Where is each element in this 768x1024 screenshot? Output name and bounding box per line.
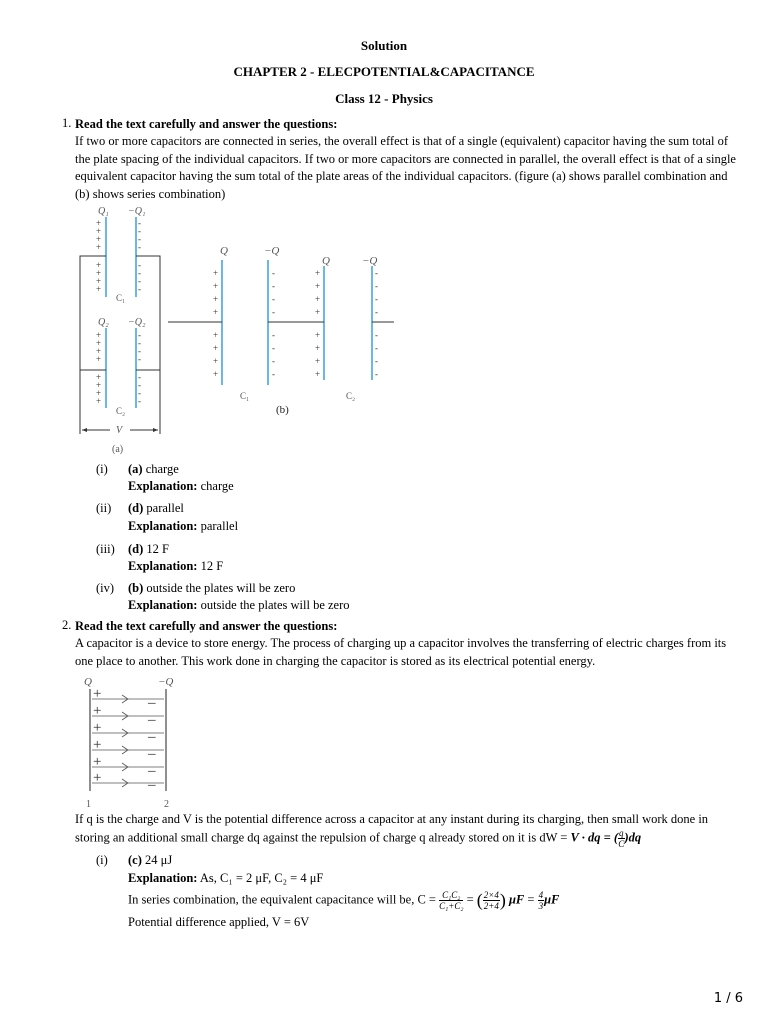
svg-text:+: + bbox=[96, 354, 102, 364]
svg-text:-: - bbox=[375, 343, 378, 353]
q1-sub-iii-answer-text: 12 F bbox=[146, 542, 169, 556]
q2-unit-1: μF bbox=[508, 892, 525, 907]
svg-text:+: + bbox=[315, 330, 321, 340]
q2-formula-dw-end: )dq bbox=[624, 830, 642, 845]
q1-heading: Read the text carefully and answer the questions: bbox=[75, 117, 338, 131]
q1-sub-iv-explanation bbox=[128, 598, 350, 613]
q1-sub-iv-expl-label: Explanation: bbox=[128, 598, 198, 612]
svg-text:+: + bbox=[315, 268, 321, 278]
svg-text:+: + bbox=[213, 294, 219, 304]
q2-sub-i-series-line bbox=[128, 890, 559, 911]
q1-sub-i-answer-text: charge bbox=[145, 462, 179, 476]
svg-text:+: + bbox=[96, 346, 102, 356]
q1-sub-iii-answer bbox=[128, 542, 169, 557]
svg-text:-: - bbox=[375, 307, 378, 317]
svg-text:+: + bbox=[93, 770, 102, 786]
svg-text:–: – bbox=[148, 746, 156, 762]
q2-sub-i-choice: (c) bbox=[128, 853, 142, 867]
svg-text:+: + bbox=[315, 369, 321, 379]
svg-text:+: + bbox=[93, 754, 102, 770]
fig-a-negq1-label: −Q₁ bbox=[128, 206, 146, 217]
svg-text:-: - bbox=[138, 268, 141, 278]
svg-text:-: - bbox=[272, 343, 275, 353]
svg-text:+: + bbox=[96, 242, 102, 252]
fig-b-caption: (b) bbox=[276, 404, 289, 416]
q2-formula-dw: V · dq = ( bbox=[570, 830, 619, 845]
svg-text:+: + bbox=[96, 380, 102, 390]
chapter-title: CHAPTER 2 - ELECPOTENTIAL&CAPACITANCE bbox=[233, 64, 535, 79]
svg-text:-: - bbox=[138, 388, 141, 398]
svg-text:-: - bbox=[138, 380, 141, 390]
svg-text:-: - bbox=[272, 369, 275, 379]
q2-number: 2. bbox=[62, 618, 72, 632]
q1-sub-iii-num: (iii) bbox=[96, 542, 115, 556]
svg-text:-: - bbox=[375, 281, 378, 291]
q2-paren-close: ) bbox=[499, 890, 506, 910]
q2-formula-frac-den: C bbox=[618, 839, 625, 849]
svg-text:-: - bbox=[272, 356, 275, 366]
svg-text:+: + bbox=[96, 372, 102, 382]
q2-eq-2: = bbox=[527, 892, 535, 907]
svg-text:+: + bbox=[315, 294, 321, 304]
fig-b-c2-label: C₂ bbox=[346, 391, 356, 401]
svg-text:-: - bbox=[138, 354, 141, 364]
svg-text:+: + bbox=[213, 343, 219, 353]
q2-sub-i-explanation bbox=[128, 871, 323, 886]
q2-heading: Read the text carefully and answer the questions: bbox=[75, 619, 338, 633]
q1-number: 1. bbox=[62, 116, 72, 130]
class-line: Class 12 - Physics bbox=[335, 91, 433, 106]
svg-text:+: + bbox=[96, 276, 102, 286]
q2-body2-line1: If q is the charge and V is the potential difference across a capacitor at any instant during its charging, then small work done in bbox=[75, 812, 709, 826]
svg-text:-: - bbox=[272, 294, 275, 304]
q1-capacitor-figure bbox=[72, 202, 402, 460]
svg-text:-: - bbox=[138, 242, 141, 252]
q2-body: A capacitor is a device to store energy. The process of charging up a capacitor involves the transferring of electric charges from its one place to another. This work done in charging the capacitor is stored as its electrical potential energy. bbox=[75, 636, 727, 668]
svg-text:+: + bbox=[96, 330, 102, 340]
svg-text:–: – bbox=[148, 763, 156, 779]
fig-a-v-label: V bbox=[116, 425, 123, 436]
q1-sub-i-expl-text: charge bbox=[200, 479, 234, 493]
q1-sub-ii-num: (ii) bbox=[96, 501, 112, 515]
svg-text:+: + bbox=[96, 234, 102, 244]
svg-text:+: + bbox=[93, 737, 102, 753]
q2-body2-line2-text: storing an additional small charge dq against the repulsion of charge q already stored on it is dW = bbox=[75, 830, 571, 845]
q1-sub-iii-expl-label: Explanation: bbox=[128, 559, 198, 573]
q1-sub-i-choice: (a) bbox=[128, 462, 143, 476]
svg-text:+: + bbox=[93, 720, 102, 736]
q1-sub-iii-choice: (d) bbox=[128, 542, 144, 556]
svg-text:-: - bbox=[272, 281, 275, 291]
svg-text:+: + bbox=[315, 356, 321, 366]
svg-text:–: – bbox=[148, 729, 156, 745]
svg-text:+: + bbox=[96, 260, 102, 270]
q1-sub-iv-answer bbox=[128, 581, 295, 596]
svg-text:+: + bbox=[96, 268, 102, 278]
q1-sub-ii-answer-text: parallel bbox=[146, 501, 184, 515]
q2-sub-i-num: (i) bbox=[96, 853, 108, 867]
svg-text:+: + bbox=[96, 226, 102, 236]
svg-text:-: - bbox=[138, 234, 141, 244]
q1-sub-i-expl-label: Explanation: bbox=[128, 479, 198, 493]
svg-text:-: - bbox=[138, 260, 141, 270]
q1-sub-iii-explanation bbox=[128, 559, 223, 574]
q1-sub-ii-expl-label: Explanation: bbox=[128, 519, 198, 533]
svg-text:-: - bbox=[272, 330, 275, 340]
svg-text:+: + bbox=[315, 343, 321, 353]
svg-text:-: - bbox=[375, 294, 378, 304]
q2-frac-c bbox=[439, 890, 463, 911]
q1-body: If two or more capacitors are connected in series, the overall effect is that of a single (equivalent) capacitor having the sum total of the plate spacing of the individual capacitors. If two or more capacitors are connected in parallel, the overall effect is that of a single equivalent capacitor having the sum total of the plate areas of the individual capacitors. (figure (a) shows parallel combination and (b) shows series combination) bbox=[75, 134, 736, 201]
svg-text:-: - bbox=[375, 268, 378, 278]
svg-text:–: – bbox=[148, 695, 156, 711]
q2-sub-i-expl-label: Explanation: bbox=[128, 871, 198, 885]
fig-a-q2-label: Q₂ bbox=[98, 317, 109, 328]
fig-a-q1-label: Q₁ bbox=[98, 206, 109, 217]
q2-sub-i-line2-prefix: In series combination, the equivalent capacitance will be, C = bbox=[128, 892, 440, 907]
q2-frac-num-top: 2×4 bbox=[483, 890, 499, 900]
fig-b-c1-label: C₁ bbox=[240, 391, 250, 401]
fig-b-negq-label-1: −Q bbox=[264, 245, 280, 257]
svg-text:-: - bbox=[375, 369, 378, 379]
q1-sub-iv-num: (iv) bbox=[96, 581, 115, 595]
q2-fig-label-2: 2 bbox=[164, 799, 169, 810]
svg-text:+: + bbox=[96, 396, 102, 406]
svg-text:+: + bbox=[213, 369, 219, 379]
svg-text:-: - bbox=[138, 226, 141, 236]
fig-a-negq2-label: −Q₂ bbox=[128, 317, 146, 328]
q2-frac-num-bottom: 2+4 bbox=[483, 901, 499, 911]
svg-text:+: + bbox=[96, 284, 102, 294]
svg-text:–: – bbox=[148, 777, 156, 793]
svg-text:–: – bbox=[148, 712, 156, 728]
q2-sub-i-answer-text: 24 μJ bbox=[145, 853, 173, 867]
fig-a-c1-label: C₁ bbox=[116, 293, 126, 303]
q2-frac-result-num: 4 bbox=[538, 890, 544, 900]
q1-sub-i-num: (i) bbox=[96, 462, 108, 476]
q2-frac-result-den: 3 bbox=[538, 901, 544, 911]
q2-capacitor-figure bbox=[80, 673, 190, 811]
page-number: 1 / 6 bbox=[713, 991, 743, 1006]
svg-text:-: - bbox=[138, 218, 141, 228]
svg-text:+: + bbox=[213, 268, 219, 278]
svg-text:+: + bbox=[213, 307, 219, 317]
svg-text:+: + bbox=[213, 356, 219, 366]
svg-text:-: - bbox=[138, 276, 141, 286]
solution-title: Solution bbox=[360, 38, 408, 53]
q2-body2-line2 bbox=[75, 828, 740, 849]
q2-sub-i-line3: Potential difference applied, V = 6V bbox=[128, 915, 310, 929]
q1-sub-i-answer bbox=[128, 462, 179, 477]
svg-text:+: + bbox=[93, 703, 102, 719]
svg-text:-: - bbox=[272, 268, 275, 278]
q2-fig-label-1: 1 bbox=[86, 799, 91, 810]
fig-b-q-label-1: Q bbox=[220, 245, 228, 257]
svg-text:+: + bbox=[213, 281, 219, 291]
svg-text:+: + bbox=[315, 307, 321, 317]
svg-text:+: + bbox=[93, 686, 102, 702]
q2-formula-frac-num: q bbox=[619, 828, 624, 838]
q2-fig-q-label: Q bbox=[84, 676, 92, 688]
svg-text:+: + bbox=[96, 218, 102, 228]
q1-sub-ii-explanation bbox=[128, 519, 238, 534]
svg-text:-: - bbox=[138, 284, 141, 294]
svg-text:-: - bbox=[375, 356, 378, 366]
q2-sub-i-answer bbox=[128, 853, 172, 868]
svg-text:+: + bbox=[96, 338, 102, 348]
q2-unit-2: μF bbox=[544, 892, 560, 907]
svg-text:-: - bbox=[272, 307, 275, 317]
q2-sub-i-expl-text: As, C₁ = 2 μF, C₂ = 4 μF bbox=[199, 871, 324, 885]
q2-frac-c-den: C₁+C₂ bbox=[439, 901, 464, 911]
q2-fig-negq-label: −Q bbox=[158, 676, 174, 688]
fig-b-negq-label-2: −Q bbox=[362, 255, 378, 267]
q1-sub-ii-choice: (d) bbox=[128, 501, 144, 515]
svg-text:-: - bbox=[138, 372, 141, 382]
q2-eq-1: = bbox=[466, 892, 474, 907]
q1-sub-iv-expl-text: outside the plates will be zero bbox=[200, 598, 350, 612]
svg-text:+: + bbox=[213, 330, 219, 340]
q1-sub-iv-choice: (b) bbox=[128, 581, 144, 595]
svg-text:-: - bbox=[138, 346, 141, 356]
q2-frac-c-num: C₁C₂ bbox=[439, 890, 463, 901]
svg-text:-: - bbox=[375, 330, 378, 340]
q2-paren-open: ( bbox=[476, 890, 483, 910]
fig-a-c2-label: C₂ bbox=[116, 406, 126, 416]
q2-frac-num bbox=[483, 890, 500, 911]
fig-a-caption: (a) bbox=[112, 444, 124, 455]
q1-sub-i-explanation bbox=[128, 479, 234, 494]
q1-sub-ii-expl-text: parallel bbox=[200, 519, 239, 533]
svg-text:+: + bbox=[96, 388, 102, 398]
q1-sub-iii-expl-text: 12 F bbox=[200, 559, 224, 573]
svg-text:+: + bbox=[315, 281, 321, 291]
svg-text:-: - bbox=[138, 338, 141, 348]
svg-text:-: - bbox=[138, 330, 141, 340]
fig-b-q-label-2: Q bbox=[322, 255, 330, 267]
q1-sub-ii-answer bbox=[128, 501, 184, 516]
q1-sub-iv-answer-text: outside the plates will be zero bbox=[146, 581, 296, 595]
svg-text:-: - bbox=[138, 396, 141, 406]
